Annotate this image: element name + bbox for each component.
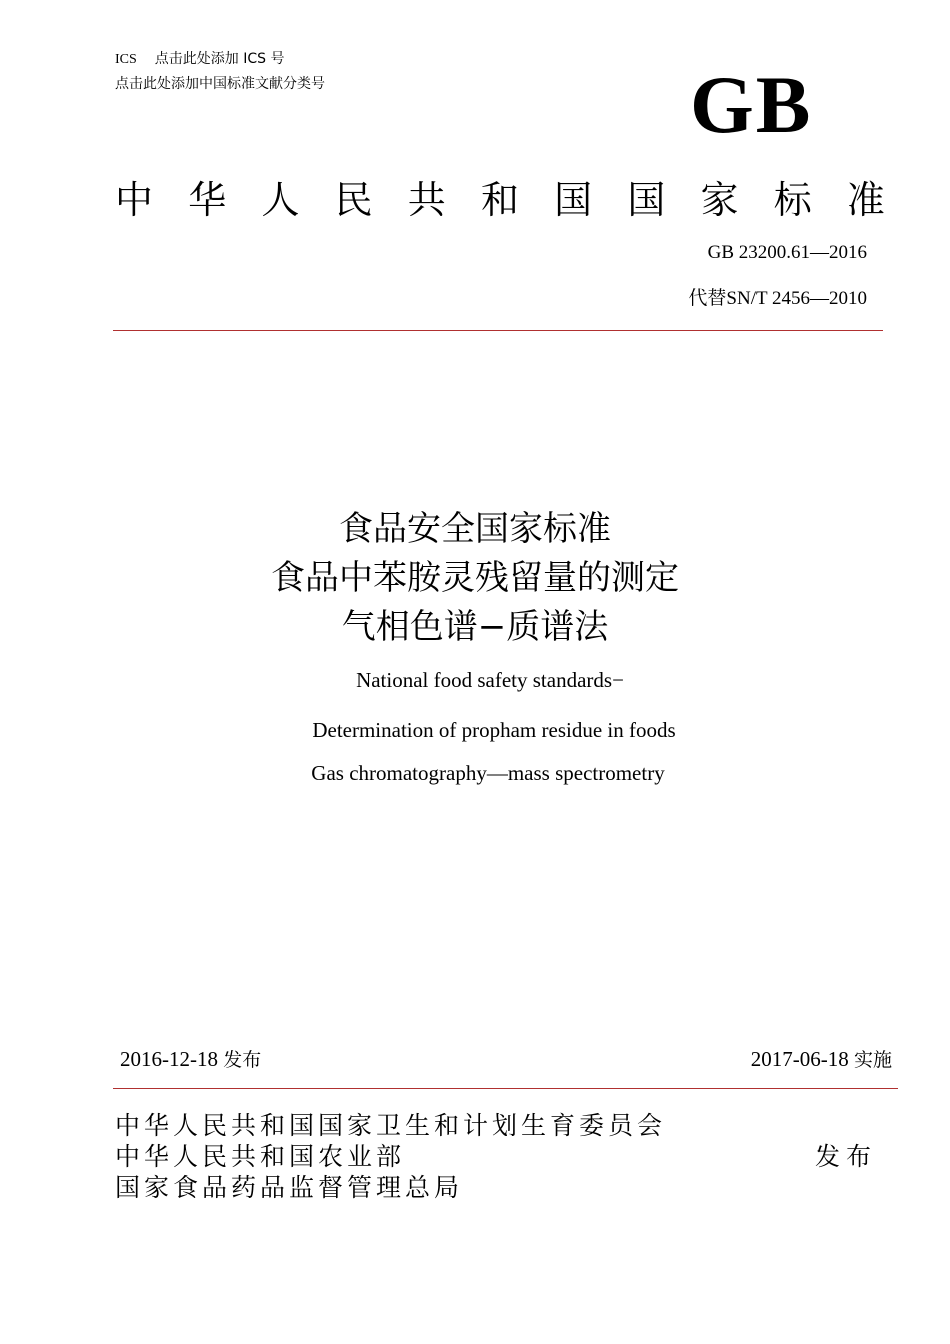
national-standard-char: 共 xyxy=(407,178,446,222)
national-standard-char: 民 xyxy=(334,178,373,222)
issuing-organizations xyxy=(115,1110,666,1203)
issue-date xyxy=(120,1045,261,1072)
title-zh-line3: 气相色谱−质谱法 xyxy=(341,607,609,647)
gb-logo: GB xyxy=(690,59,813,150)
issuer-org-1: 中华人民共和国国家卫生和计划生育委员会 xyxy=(115,1111,667,1140)
national-standard-char: 人 xyxy=(261,178,300,222)
national-standard-char: 华 xyxy=(188,178,227,222)
national-standard-char: 和 xyxy=(480,178,519,222)
implement-date xyxy=(751,1045,892,1072)
classification-placeholder[interactable]: 点击此处添加中国标准文献分类号 xyxy=(115,76,325,92)
title-en-line3: Gas chromatography—mass spectrometry xyxy=(311,761,665,785)
national-standard-char: 标 xyxy=(773,178,812,222)
ics-line xyxy=(115,48,285,68)
ics-placeholder[interactable]: 点击此处添加 ICS 号 xyxy=(154,51,285,67)
national-standard-char: 准 xyxy=(846,178,885,222)
issue-label: 发布 xyxy=(223,1049,262,1071)
publish-label: 发布 xyxy=(815,1142,878,1171)
issuer-org-2: 中华人民共和国农业部 xyxy=(115,1142,406,1171)
implement-label: 实施 xyxy=(853,1049,892,1071)
national-standard-char: 家 xyxy=(700,178,739,222)
issuer-org-3: 国家食品药品监督管理总局 xyxy=(115,1173,464,1202)
ics-label: ICS xyxy=(115,52,137,67)
national-standard-heading xyxy=(115,178,885,222)
top-divider xyxy=(113,330,883,331)
title-zh-line2: 食品中苯胺灵残留量的测定 xyxy=(271,558,679,598)
replaces-standard: 代替SN/T 2456—2010 xyxy=(688,288,867,309)
standard-number: GB 23200.61—2016 xyxy=(707,242,867,263)
title-en-line1: National food safety standards− xyxy=(356,668,624,692)
national-standard-char: 国 xyxy=(554,178,593,222)
national-standard-char: 中 xyxy=(115,178,154,222)
implement-date-value: 2017-06-18 xyxy=(750,1047,849,1071)
title-en-line2: Determination of propham residue in foods xyxy=(312,718,676,742)
issue-date-value: 2016-12-18 xyxy=(120,1047,218,1071)
title-zh-line1: 食品安全国家标准 xyxy=(339,509,611,549)
national-standard-char: 国 xyxy=(627,178,666,222)
title-block xyxy=(0,505,950,652)
bottom-divider xyxy=(113,1088,898,1089)
